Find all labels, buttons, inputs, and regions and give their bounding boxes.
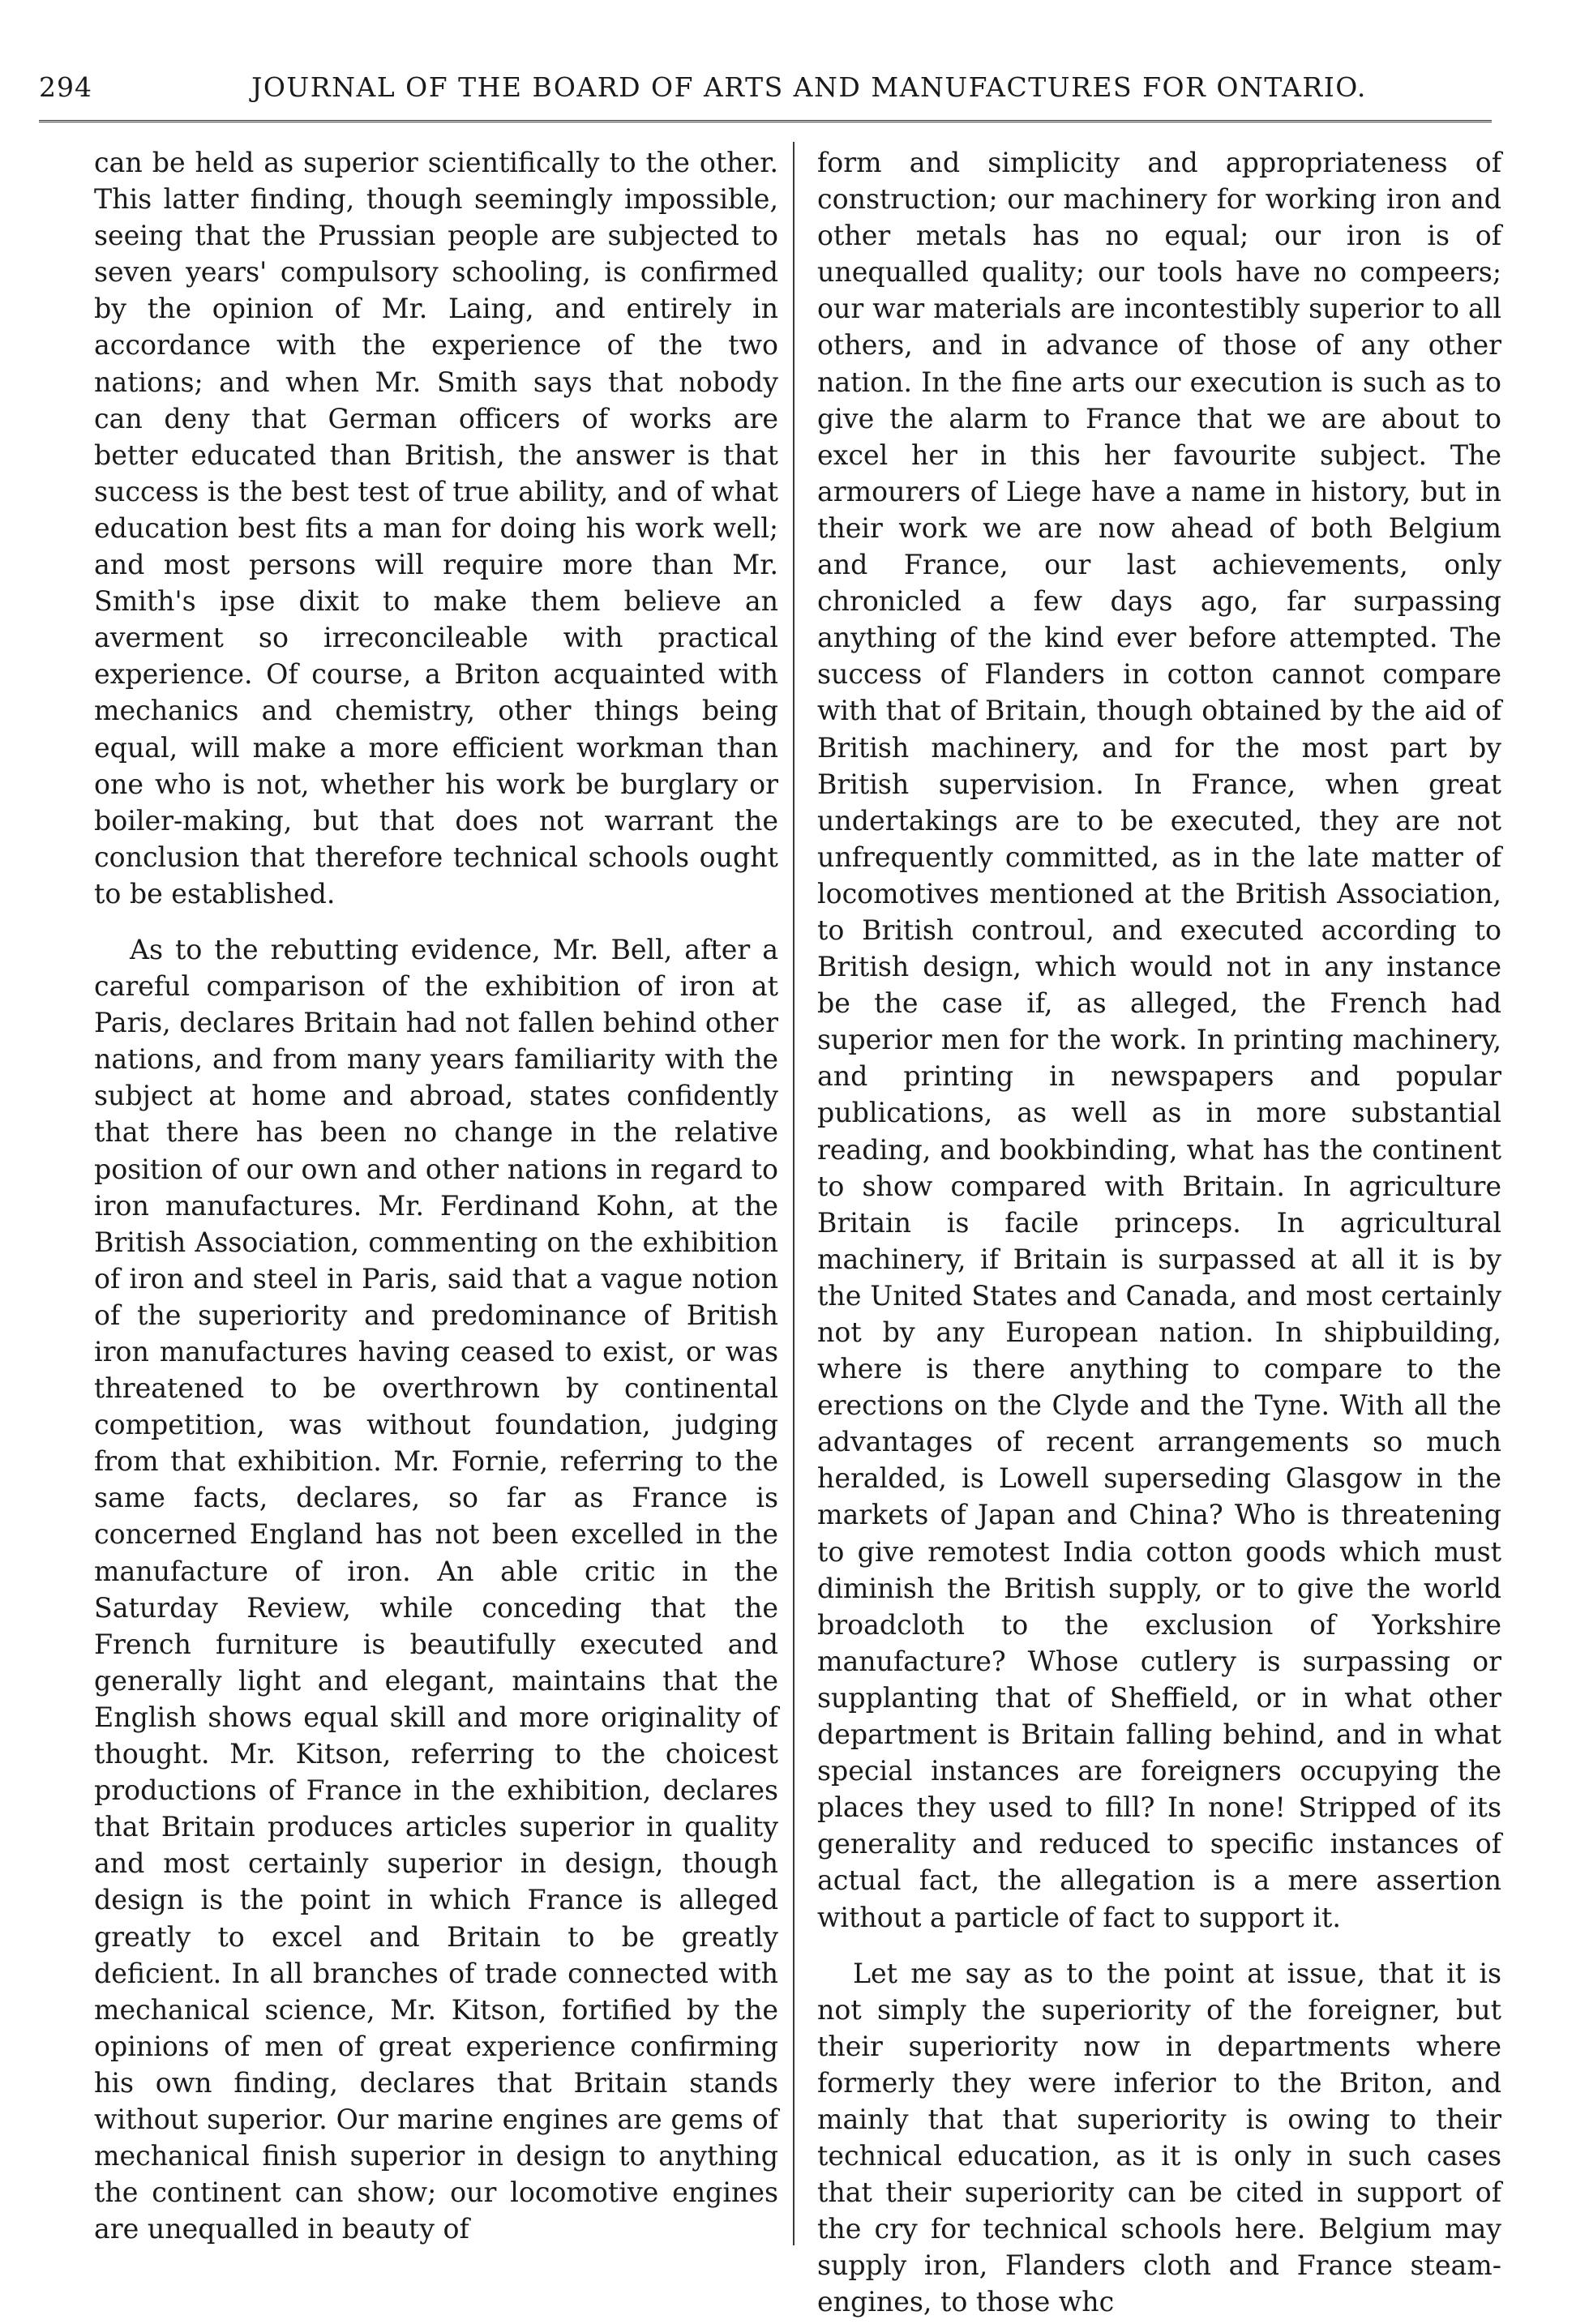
left-column: [94, 144, 778, 2247]
header-rule: [39, 120, 1492, 122]
right-column: [817, 144, 1501, 2321]
page-header: [39, 66, 1492, 115]
column-divider: [793, 142, 794, 2245]
paragraph: can be held as superior scientifically to the other. This latter finding, though seemingly impossible, seeing that the Prussian people are subjected to seven years' compulsory schooling, is confirmed by the opinion of Mr. Laing, and entirely in accordance with the experience of the two nations; and when Mr. Smith says that nobody can deny that German officers of works are better educated than British, the answer is that success is the best test of true ability, and of what education best fits a man for doing his work well; and most persons will require more than Mr. Smith's ipse dixit to make them believe an averment so irreconcileable with practical experience. Of course, a Briton acquainted with mechanics and chemistry, other things being equal, will make a more efficient workman than one who is not, whether his work be burglary or boiler-making, but that does not warrant the conclusion that therefore technical schools ought to be established.: [94, 147, 778, 909]
paragraph: As to the rebutting evidence, Mr. Bell, after a careful comparison of the exhibition of iron at Paris, declares Britain had not fallen behind other nations, and from many years familiarity with the subject at home and abroad, states confidently that there has been no change in the relative position of our own and other nations in regard to iron manufactures. Mr. Ferdinand Kohn, at the British Association, commenting on the exhibition of iron and steel in Paris, said that a vague notion of the superiority and predominance of British iron manufactures having ceased to exist, or was threatened to be overthrown by continental competition, was without foundation, judging from that exhibition. Mr. Fornie, referring to the same facts, declares, so far as France is concerned England has not been excelled in the manufacture of iron. An able critic in the Saturday Review, while conceding that the French furniture is beautifully executed and generally light and elegant, maintains that the English shows equal skill and more originality of thought. Mr. Kitson, referring to the choicest productions of France in the exhibition, declares that Britain produces articles superior in quality and most certainly superior in design, though design is the point in which France is alleged greatly to excel and Britain to be greatly deficient. In all branches of trade connected with mechanical science, Mr. Kitson, fortified by the opinions of men of great experience confirming his own finding, declares that Britain stands without superior. Our marine engines are gems of mechanical finish superior in design to anything the continent can show; our locomotive engines are unequalled in beauty of: [94, 933, 779, 2245]
page-number: 294: [39, 71, 92, 103]
paragraph: form and simplicity and appropriateness of construction; our machinery for working iron and other metals has no equal; our iron is of unequalled quality; our tools have no compeers; our war materials are incontestibly superior to all others, and in advance of those of any other nation. In the fine arts our execution is such as to give the alarm to France that we are about to excel her in this her favourite subject. The armourers of Liege have a name in history, but in their work we are now ahead of both Belgium and France, our last achievements, only chronicled a few days ago, far surpassing anything of the kind ever before attempted. The success of Flanders in cotton cannot compare with that of Britain, though obtained by the aid of British machinery, and for the most part by British supervision. In France, when great undertakings are to be executed, they are not unfrequently committed, as in the late matter of locomotives mentioned at the British Association, to British controul, and executed according to British design, which would not in any instance be the case if, as alleged, the French had superior men for the work. In printing machinery, and printing in newspapers and popular publications, as well as in more substantial reading, and bookbinding, what has the continent to show compared with Britain. In agriculture Britain is facile princeps. In agricultural machinery, if Britain is surpassed at all it is by the United States and Canada, and most certainly not by any European nation. In shipbuilding, where is there anything to compare to the erections on the Clyde and the Tyne. With all the advantages of recent arrangements so much heralded, is Lowell superseding Glasgow in the markets of Japan and China? Who is threatening to give remotest India cotton goods which must diminish the British supply, or to give the world broadcloth to the exclusion of Yorkshire manufacture? Whose cutlery is surpassing or supplanting that of Sheffield, or in what other department is Britain falling behind, and in what special instances are foreigners occupying the places they used to fill? In none! Stripped of its generality and reduced to specific instances of actual fact, the allegation is a mere assertion without a particle of fact to support it.: [817, 147, 1501, 1933]
running-title: JOURNAL OF THE BOARD OF ARTS AND MANUFACTURES FOR ONTARIO.: [251, 71, 1367, 103]
paragraph: Let me say as to the point at issue, that it is not simply the superiority of the foreigner, but their superiority now in departments where formerly they were inferior to the Briton, and mainly that that superiority is owing to their technical education, as it is only in such cases that their superiority can be cited in support of the cry for technical schools here. Belgium may supply iron, Flanders cloth and France steam-engines, to those whc: [817, 1957, 1501, 2318]
